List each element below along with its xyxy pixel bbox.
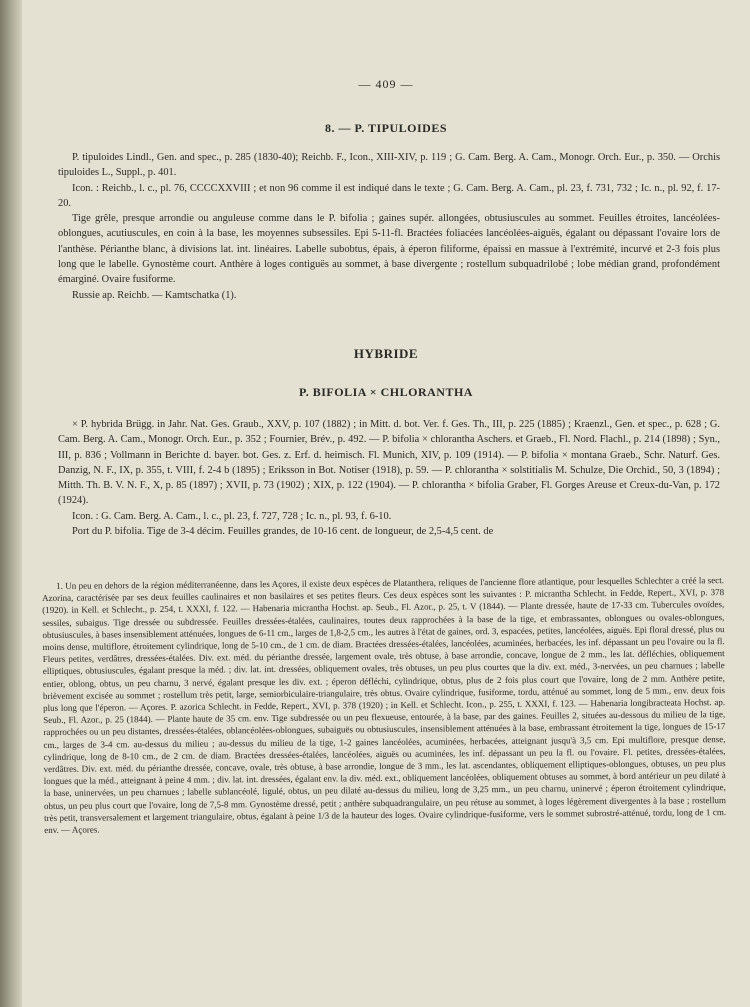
synonymy-paragraph: P. tipuloides Lindl., Gen. and spec., p. 285 (1830-40); Reichb. F., Icon., XIII-XIV, p. 119 ; G. Cam. Berg. A. Cam., Monogr. Orch. Eur., p. 350. — Orchis tipuloides L., Suppl., p. 401. <box>58 152 720 179</box>
section-heading: 8. — P. TIPULOIDES <box>324 121 448 135</box>
hybrid-title: P. BIFOLIA × CHLORANTHA <box>299 385 473 399</box>
hybrid-description-paragraph: Port du P. bifolia. Tige de 3-4 décim. Feuilles grandes, de 10-16 cent. de longueur, de 2,5-4,5 cent. de <box>72 526 494 538</box>
page-number: — 409 — <box>358 77 414 91</box>
hybrid-synonymy-paragraph: × P. hybrida Brügg. in Jahr. Nat. Ges. Graub., XXV, p. 107 (1882) ; in Mitt. d. bot. Ver. f. Ges. Th., III, p. 225 (1885) ; Kraenzl., Gen. et spec., p. 628 ; G. Cam. Berg. A. Cam., Monogr. Orch. Eur., p. 352 ; Fournier, Brév., p. 492. — P. bifolia × chlorantha Aschers. et Graeb., Fl. Nord. Flachl., p. 214 (1898) ; Syn., III, p. 836 ; Vollmann in Berichte d. bayer. bot. Ges. z. Erf. d. heimisch. Fl. Munich, XIV, p. 109 (1914). — P. bifolia × montana Graeb., Schr. Naturf. Ges. Danzig, N. F., IX, p. 355, t. VIII, f. 2-4 b (1895) ; Eriksson in Bot. Notiser (1918), p. 59. — P. chlorantha × solstitialis M. Schulze, Die Orchid., 50, 3 (1894) ; Mitth. Th. B. V. N. F., X, p. 85 (1897) ; XVII, p. 73 (1902) ; XIX, p. 122 (1904). — P. chlorantha × bifolia Graber, Fl. Gorges Areuse et Creux-du-Van, p. 172 (1924). <box>58 419 720 507</box>
distribution-paragraph: Russie ap. Reichb. — Kamtschatka (1). <box>72 289 237 301</box>
description-paragraph: Tige grêle, presque arrondie ou anguleuse comme dans le P. bifolia ; gaines supér. allongées, obtusiuscules au sommet. Feuilles étroites, lancéolées-oblongues, acutiuscules, en coin à la base, les moyennes subsessiles. Epi 5-11-fl. Bractées foliacées lancéolées-aiguës, égalant ou dépassant l'ovaire lors de l'anthèse. Périanthe blanc, à divisions lat. int. linéaires. Labelle subobtus, épais, à éperon filiforme, épaissi en massue à l'extrémité, incurvé et 2-3 fois plus long que le labelle. Gynostème court. Anthère à loges contiguës au sommet, à base divergente ; rostellum subquadrilobé ; lobe médian grand, profondément émarginé. Ovaire fusiforme. <box>58 213 720 286</box>
hybrid-icon-paragraph: Icon. : G. Cam. Berg. A. Cam., l. c., pl. 23, f. 727, 728 ; Ic. n., pl. 93, f. 6-10. <box>72 510 392 522</box>
binding-gutter <box>0 0 22 1007</box>
footnote <box>42 574 726 836</box>
hybrid-entry <box>58 417 720 539</box>
hybrid-heading: HYBRIDE <box>353 346 419 361</box>
tipuloides-entry <box>58 150 720 303</box>
book-page <box>22 0 750 1007</box>
footnote-text: 1. Un peu en dehors de la région méditerranéenne, dans les Açores, il existe deux espèces de Platanthera, reliques de l'ancienne flore atlantique, pour lesquelles Schlechter a créé la sect. Azorina, caractérisée par ses deux feuilles caulinaires et non basilaires et ses petites fleurs. Ces deux espèces sont les suivantes : P. micrantha Schlecht. in Fedde, Repert., XVI, p. 378 (1920). in Kell. et Schlecht., p. 254, t. XXXI, f. 122. — Habenaria micrantha Hochst. ap. Seub., Fl. Azor., p. 25, t. V (1844). — Plante dressée, haute de 17-33 cm. Tubercules ovoïdes, sessiles, subaigus. Tige dressée ou subdressée. Feuilles dressées-étalées, caulinaires, toutes deux rapprochées à la base de la tige, et embrassantes, oblongues ou ovales-oblongues, obtusiuscules, à bases insensiblement atténuées, longues de 6-11 cm., larges de 1,8-2,5 cm., les autres à l'état de gaines, ord. 3, espacées, petites, lancéolées, aiguës. Epi floral dressé, plus ou moins dense, multiflore, étroitement cylindrique, long de 5-10 cm., de 1 cm. de diam. Bractées dressées-étalées, lancéolées, acuminées, herbacées, les inf. dépassant un peu l'ovaire ou la fl. Fleurs petites, verdâtres, dressées-étalées. Div. ext. méd. du périanthe dressée, largement ovale, très obtuse, à base arrondie, concave, longue de 2 mm., les lat. défléchies, obliquement elliptiques, obtusiuscules, égalant presque la méd. ; div. lat. int. dressées, obliquement ovales, très obtuses, un peu plus courtes que la div. ext. méd., 3-nervées, un peu charnues ; labelle entier, oblong, obtus, un peu charnu, 3 nervé, égalant presque les div. ext. ; éperon défléchi, cylindrique, obtus, plus de 2 fois plus court que l'ovaire, long de 2 mm. Anthère petite, brièvement excisée au sommet ; rostellum très petit, large, semiorbiculaire-triangulaire, très obtus. Ovaire cylindrique, fusiforme, tordu, atténué au sommet, long de 5 mm., env. deux fois plus long que l'éperon. — Açores. P. azorica Schlecht. in Fedde, Repert., XVI, p. 378 (1920) ; in Kell. et Schlecht. Icon., p. 255, t. XXXI, f. 123. — Habenaria longibracteata Hochst. ap. Seub., Fl. Azor., p. 25 (1844). — Plante haute de 35 cm. env. Tige subdressée ou un peu flexueuse, entourée, à la base, par des gaines. Feuilles 2, situées au-dessous du milieu de la tige, rapprochées ou un peu distantes, dressées-étalées, oblancéolées-oblongues, subaiguës ou obtusiuscules, insensiblement atténuées à la base, embrassant étroitement la tige, longues de 15-17 cm., larges de 3-4 cm. au-dessus du milieu ; au-dessus du milieu de la tige, 1-2 gaines lancéolées, acuminées, herbacées, atteignant jusqu'à 3,5 cm. Epi multiflore, presque dense, cylindrique, long de 8-10 cm., de 2 cm. de diam. Bractées dressées-étalées, lancéolées, aiguës ou acuminées, les inf. dépassant un peu la fl. ou l'ovaire. Fl. petites, dressées-étalées, verdâtres. Div. ext. méd. du périanthe dressée, concave, ovale, très obtuse, à base arrondie, longue de 3 mm., les lat. ascendantes, obliquement elliptiques-oblongues, obtuses, un peu plus longues que la méd., atteignant à peine 4 mm. ; div. lat. int. dressées, égalant env. la div. méd. ext., obliquement lancéolées, obliquement obtuses au sommet, à bord antérieur un peu dilaté à la base, uninervées, un peu charnues ; labelle sublancéolé, ligulé, obtus, un peu dilaté au-dessus du milieu, long de 3,25 mm., un peu charnu, uninervé ; éperon étroitement cylindrique, obtus, un peu plus court que l'ovaire, long de 7,5-8 mm. Gynostème dressé, petit ; anthère subquadrangulaire, un peu rétuse au sommet, à loges légèrement divergentes à la base ; rostellum très petit, transversalement et largement triangulaire, obtus, égalant à peine 1/3 de la hauteur des loges. Ovaire cylindrique-fusiforme, vers le sommet subrostré-atténué, tordu, long de 1 cm. env. — Açores. <box>42 575 727 836</box>
icon-paragraph: Icon. : Reichb., l. c., pl. 76, CCCCXXVIII ; et non 96 comme il est indiqué dans le texte ; G. Cam. Berg. A. Cam., pl. 23, f. 731, 732 ; Ic. n., pl. 92, f. 17-20. <box>58 182 720 209</box>
